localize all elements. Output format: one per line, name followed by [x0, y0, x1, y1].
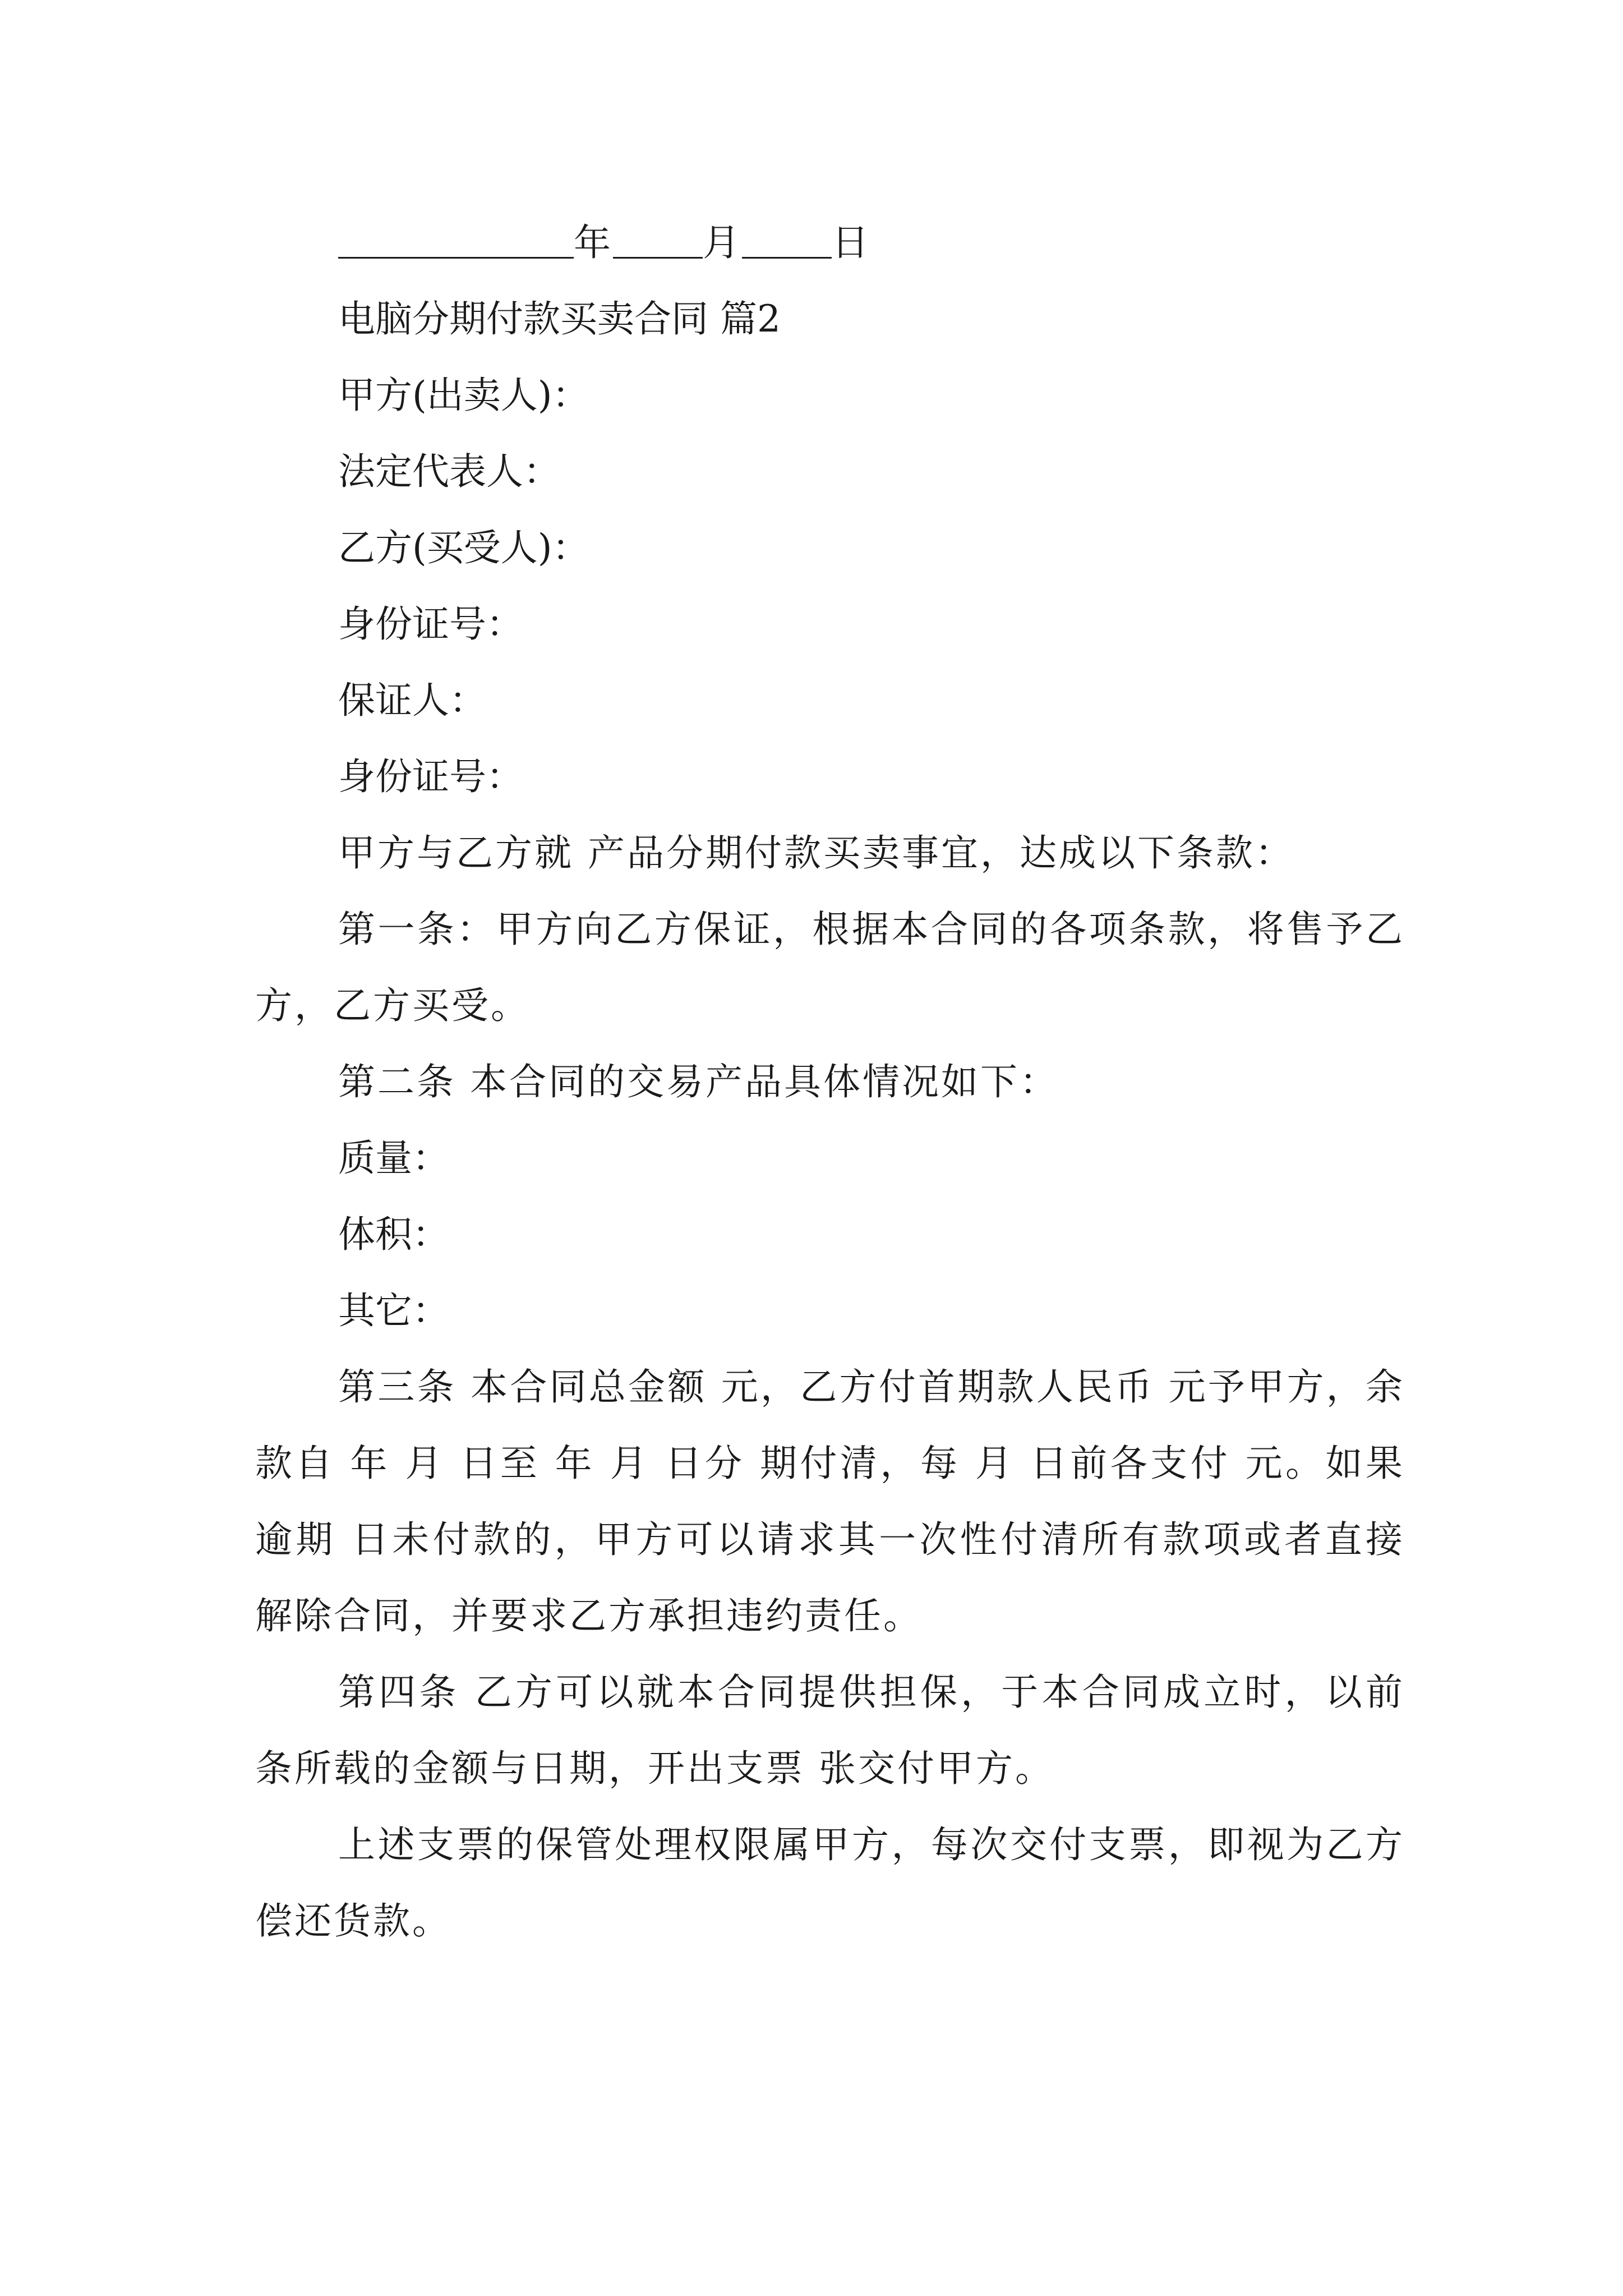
- article-4-note: 上述支票的保管处理权限属甲方，每次交付支票，即视为乙方偿还货款。: [255, 1823, 1405, 1943]
- article-4: 第四条 乙方可以就本合同提供担保，于本合同成立时，以前条所载的金额与日期，开出支票 张交付甲方。: [255, 1671, 1405, 1790]
- spec-quality: 质量：: [338, 1137, 449, 1180]
- field-seller: 甲方(出卖人)：: [338, 374, 589, 417]
- contract-title: 电脑分期付款买卖合同 篇2: [338, 297, 781, 341]
- field-guarantor-id-number: 身份证号：: [338, 755, 523, 798]
- spec-other: 其它：: [338, 1289, 449, 1332]
- year-label: 年: [574, 221, 613, 264]
- document-body: [255, 205, 1405, 1959]
- article-2: 第二条 本合同的交易产品具体情况如下：: [338, 1060, 1059, 1103]
- field-buyer: 乙方(买受人)：: [338, 526, 589, 569]
- field-buyer-id-number: 身份证号：: [338, 602, 523, 646]
- signature-date-line: [255, 205, 1405, 281]
- day-blank: [742, 218, 832, 259]
- day-label: 日: [832, 221, 871, 264]
- article-3: 第三条 本合同总金额 元，乙方付首期款人民币 元予甲方，余款自 年 月 日至 年 月 日分 期付清，每 月 日前各支付 元。如果逾期 日未付款的，甲方可以请求其一次性付清所有款项或者直接解除合同，并要求乙方承担违约责任。: [255, 1365, 1405, 1637]
- month-label: 月: [703, 221, 742, 264]
- spec-volume: 体积：: [338, 1213, 449, 1256]
- field-legal-representative: 法定代表人：: [338, 450, 560, 493]
- article-1: 第一条：甲方向乙方保证，根据本合同的各项条款，将售予乙方，乙方买受。: [255, 908, 1405, 1027]
- year-blank: [338, 218, 574, 259]
- contract-intro: 甲方与乙方就 产品分期付款买卖事宜，达成以下条款：: [338, 831, 1294, 875]
- field-guarantor: 保证人：: [338, 679, 486, 722]
- month-blank: [613, 218, 703, 259]
